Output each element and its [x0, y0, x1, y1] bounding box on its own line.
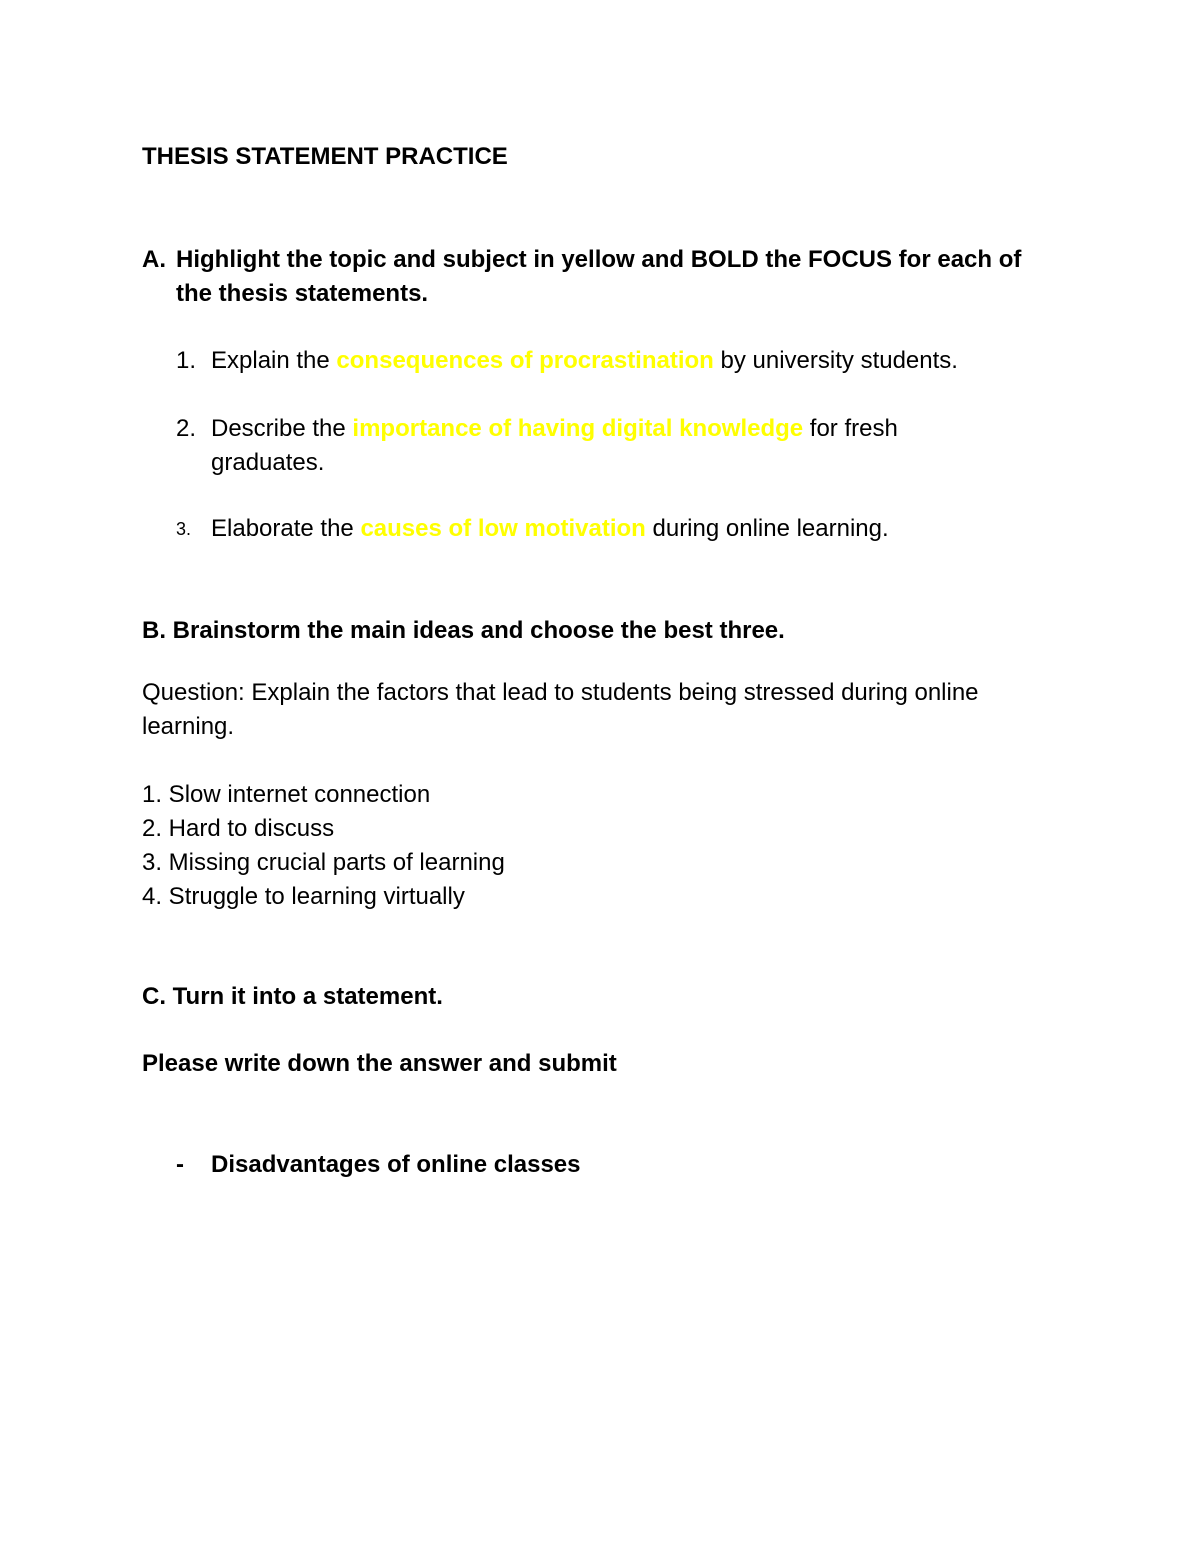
thesis-item-number: 3. — [176, 519, 192, 539]
thesis-item-1 — [176, 344, 1036, 378]
thesis-item-highlight: importance of having digital knowledge — [352, 415, 804, 442]
list-item: 1. Slow internet connection — [142, 781, 431, 808]
bullet-text: Disadvantages of online classes — [211, 1151, 581, 1178]
section-c-heading: C. Turn it into a statement. — [142, 983, 443, 1010]
thesis-item-highlight: causes of low motivation — [360, 515, 646, 542]
thesis-item-text-after: by university students. — [713, 347, 958, 374]
thesis-item-text-after: for fresh graduates. — [211, 415, 898, 476]
section-b-heading: B. Brainstorm the main ideas and choose the best three. — [142, 617, 785, 644]
thesis-item-number: 1. — [176, 347, 197, 374]
section-b-question: Question: Explain the factors that lead to students being stressed during online learning. — [142, 679, 979, 740]
thesis-item-text-before: Describe the — [211, 415, 353, 442]
section-a-instruction — [142, 243, 1062, 311]
submit-instruction: Please write down the answer and submit — [142, 1050, 617, 1077]
list-item: 2. Hard to discuss — [142, 815, 335, 842]
thesis-item-3 — [176, 512, 1036, 546]
bullet-item — [176, 1148, 580, 1182]
thesis-item-number: 2. — [176, 415, 197, 442]
thesis-item-2 — [176, 412, 956, 480]
list-item: 4. Struggle to learning virtually — [142, 883, 465, 910]
thesis-item-text-before: Elaborate the — [211, 515, 361, 542]
idea-list — [142, 778, 505, 914]
document-title: THESIS STATEMENT PRACTICE — [142, 143, 508, 170]
section-a-marker: A. — [142, 246, 166, 273]
thesis-item-text-after: during online learning. — [645, 515, 889, 542]
dash-bullet: - — [176, 1151, 184, 1178]
thesis-item-highlight: consequences of procrastination — [336, 347, 714, 374]
section-a-text: Highlight the topic and subject in yellow and BOLD the FOCUS for each of the thesis statements. — [176, 246, 1022, 307]
thesis-item-text-before: Explain the — [211, 347, 337, 374]
list-item: 3. Missing crucial parts of learning — [142, 849, 505, 876]
